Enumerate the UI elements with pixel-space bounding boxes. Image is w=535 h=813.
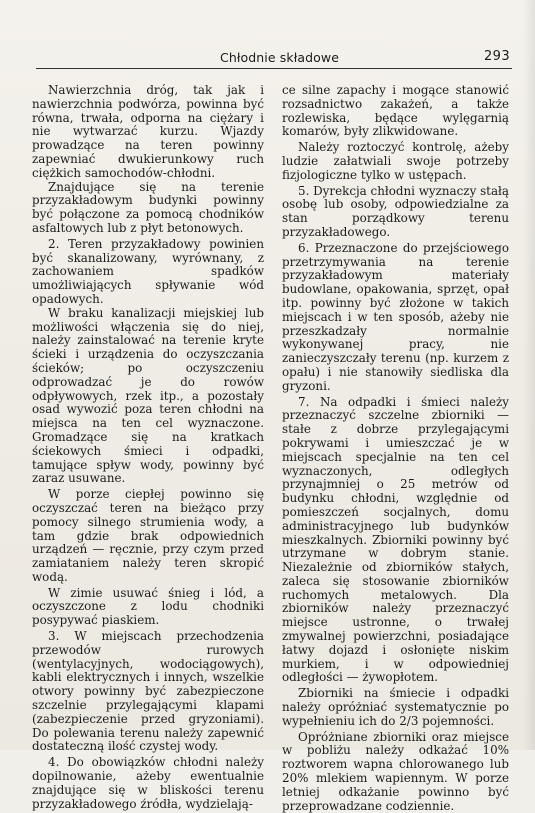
paragraph: W zimie usuwać śnieg i lód, a oczyszczone z lodu chodniki posypywać piaskiem. bbox=[32, 585, 264, 628]
running-header bbox=[36, 48, 512, 69]
paragraph-numbered: 7. Na odpadki i śmieci należy przeznaczyć szczelne zbiorniki — stałe z dobrze przylegającymi pokrywami i umieszczać je w miejscach specjalnie na ten cel wyznaczonych, odległych przynajmniej o 25 metrów od budynku chłodni, względnie od pomieszczeń socjalnych, domu administracyjnego lub budynków mieszkalnych. Zbiorniki powinny być utrzymane w dobrym stanie. Niezależnie od zbiorników stałych, zaleca się stosowanie zbiorników ruchomych metalowych. Dla zbiorników należy przeznaczyć miejsce ustronne, o trwałej zmywalnej powierzchni, posiadające łatwy dojazd i osłonięte niskim murkiem, i w odpowiedniej odległości — żywopłotem. bbox=[282, 394, 509, 685]
paragraph: Opróżniane zbiorniki oraz miejsce w pobliżu należy odkażać 10% roztworem wapna chlorowanego lub 20% mlekiem wapiennym. W porze letniej odkażanie powinno być przeprowadzane codziennie. bbox=[282, 729, 509, 813]
page-number: 293 bbox=[483, 49, 510, 64]
paragraph-numbered: 5. Dyrekcja chłodni wyznaczy stałą osobę lub osoby, odpowiedzialne za stan porządkowy terenu przyzakładowego. bbox=[282, 183, 509, 239]
paragraph-numbered: 3. W miejscach przechodzenia przewodów rurowych (wentylacyjnych, wodociągowych), kabli elektrycznych i innych, wszelkie otwory powinny być zabezpieczone szczelnie przylegającymi klapami (zabezpieczenie przed gryzoniami). Do polewania terenu należy zapewnić dostateczną ilość czystej wody. bbox=[32, 629, 264, 754]
right-column bbox=[282, 84, 509, 813]
paragraph: Należy roztoczyć kontrolę, ażeby ludzie załatwiali swoje potrzeby fizjologiczne tylko w ustępach. bbox=[282, 140, 509, 182]
left-column bbox=[32, 84, 264, 811]
paragraph: W porze ciepłej powinno się oczyszczać teren na bieżąco przy pomocy silnego strumienia wody, a tam gdzie brak odpowiednich urządzeń — ręcznie, przy czym przed zamiataniem należy teren skropić wodą. bbox=[32, 487, 264, 584]
paragraph: W braku kanalizacji miejskiej lub możliwości włączenia się do niej, należy zainstalować na terenie kryte ścieki i urządzenia do oczyszczania ścieków; po oczyszczeniu odprowadzać je do rowów odpływowych, rzek itp., a pozostały osad wywozić poza teren chłodni na miejsca na ten cel wyznaczone. Gromadzące się na kratkach ściekowych śmieci i odpadki, tamujące spływ wody, powinny być zaraz usuwane. bbox=[32, 305, 264, 486]
paragraph: Znajdujące się na terenie przyzakładowym budynki powinny być połączone za pomocą chodników asfaltowych lub z płyt betonowych. bbox=[32, 179, 264, 235]
paragraph: Zbiorniki na śmiecie i odpadki należy opróżniać systematycznie po wypełnieniu ich do 2/3 pojemności. bbox=[282, 686, 509, 728]
header-title: Chłodnie składowe bbox=[220, 50, 340, 65]
paragraph-continued: ce silne zapachy i mogące stanowić rozsadnictwo zakażeń, a także rozlewiska, będące wylęgarnią komarów, były zlikwidowane. bbox=[282, 83, 509, 139]
paragraph-numbered: 6. Przeznaczone do przejściowego przetrzymywania na terenie przyzakładowym materiały budowlane, opakowania, sprzęt, opał itp. powinny być złożone w takich miejscach i w ten sposób, ażeby nie przeszkadzały normalnie wykonywanej pracy, nie zanieczyszczały terenu (np. kurzem z opału) i nie stanowiły siedliska dla gryzoni. bbox=[282, 240, 509, 393]
paragraph-numbered: 2. Teren przyzakładowy powinien być skanalizowany, wyrównany, z zachowaniem spadków umożliwiających spływanie wód opadowych. bbox=[32, 236, 264, 306]
paragraph: Nawierzchnia dróg, tak jak i nawierzchnia podwórza, powinna być równa, trwała, odporna na ciężary i nie wytwarzać kurzu. Wjazdy prowadzące na teren powinny zapewniać dwukierunkowy ruch ciężkich samochodów-chłodni. bbox=[32, 83, 264, 180]
page-edge-shadow bbox=[523, 0, 535, 750]
paragraph-numbered: 4. Do obowiązków chłodni należy dopilnowanie, ażeby ewentualnie znajdujące się w bliskości terenu przyzakładowego źródła, wydzielają- bbox=[32, 755, 264, 811]
